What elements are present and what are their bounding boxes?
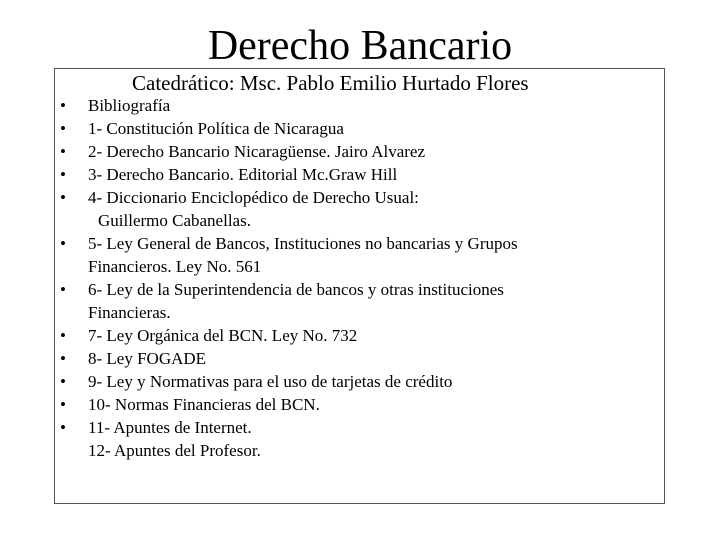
list-item-text: 11- Apuntes de Internet.	[88, 418, 252, 437]
list-item-text: 9- Ley y Normativas para el uso de tarjetas de crédito	[88, 372, 453, 391]
bullet-icon: •	[60, 96, 66, 115]
bullet-icon: •	[60, 280, 66, 299]
list-item	[58, 94, 658, 117]
list-item	[58, 163, 658, 186]
bullet-icon: •	[60, 418, 66, 437]
list-item	[58, 232, 658, 278]
list-item-text: 5- Ley General de Bancos, Instituciones no bancarias y Grupos	[88, 234, 518, 253]
slide-subtitle: Catedrático: Msc. Pablo Emilio Hurtado Flores	[132, 71, 529, 95]
list-item-text: 10- Normas Financieras del BCN.	[88, 395, 320, 414]
list-item	[58, 186, 658, 232]
list-item-text: 1- Constitución Política de Nicaragua	[88, 119, 344, 138]
list-item-text: 8- Ley FOGADE	[88, 349, 207, 368]
list-item-text: 2- Derecho Bancario Nicaragüense. Jairo Alvarez	[88, 142, 426, 161]
list-item-text-continuation: Guillermo Cabanellas.	[98, 211, 251, 230]
list-item-text: 3- Derecho Bancario. Editorial Mc.Graw Hill	[88, 165, 398, 184]
list-item-text: 4- Diccionario Enciclopédico de Derecho Usual:	[88, 188, 419, 207]
list-item	[58, 140, 658, 163]
bullet-icon: •	[60, 119, 66, 138]
bullet-icon: •	[60, 326, 66, 345]
list-item	[58, 278, 658, 324]
list-item-text: 12- Apuntes del Profesor.	[88, 441, 261, 460]
list-item-text-continuation: Financieras.	[88, 303, 171, 322]
list-item-text: 7- Ley Orgánica del BCN. Ley No. 732	[88, 326, 358, 345]
bullet-icon: •	[60, 234, 66, 253]
list-item	[58, 393, 658, 416]
list-item	[58, 439, 658, 462]
bullet-icon: •	[60, 349, 66, 368]
list-item-text: 6- Ley de la Superintendencia de bancos y otras instituciones	[88, 280, 504, 299]
bibliography-list	[58, 94, 658, 462]
list-item-text-continuation: Financieros. Ley No. 561	[88, 257, 262, 276]
list-item	[58, 324, 658, 347]
bullet-icon: •	[60, 165, 66, 184]
slide-title: Derecho Bancario	[207, 23, 513, 69]
bullet-icon: •	[60, 188, 66, 207]
list-item	[58, 416, 658, 439]
bullet-icon: •	[60, 142, 66, 161]
list-item-text: Bibliografía	[88, 96, 171, 115]
list-item	[58, 370, 658, 393]
list-item	[58, 117, 658, 140]
bullet-icon: •	[60, 395, 66, 414]
list-item	[58, 347, 658, 370]
bullet-icon: •	[60, 372, 66, 391]
